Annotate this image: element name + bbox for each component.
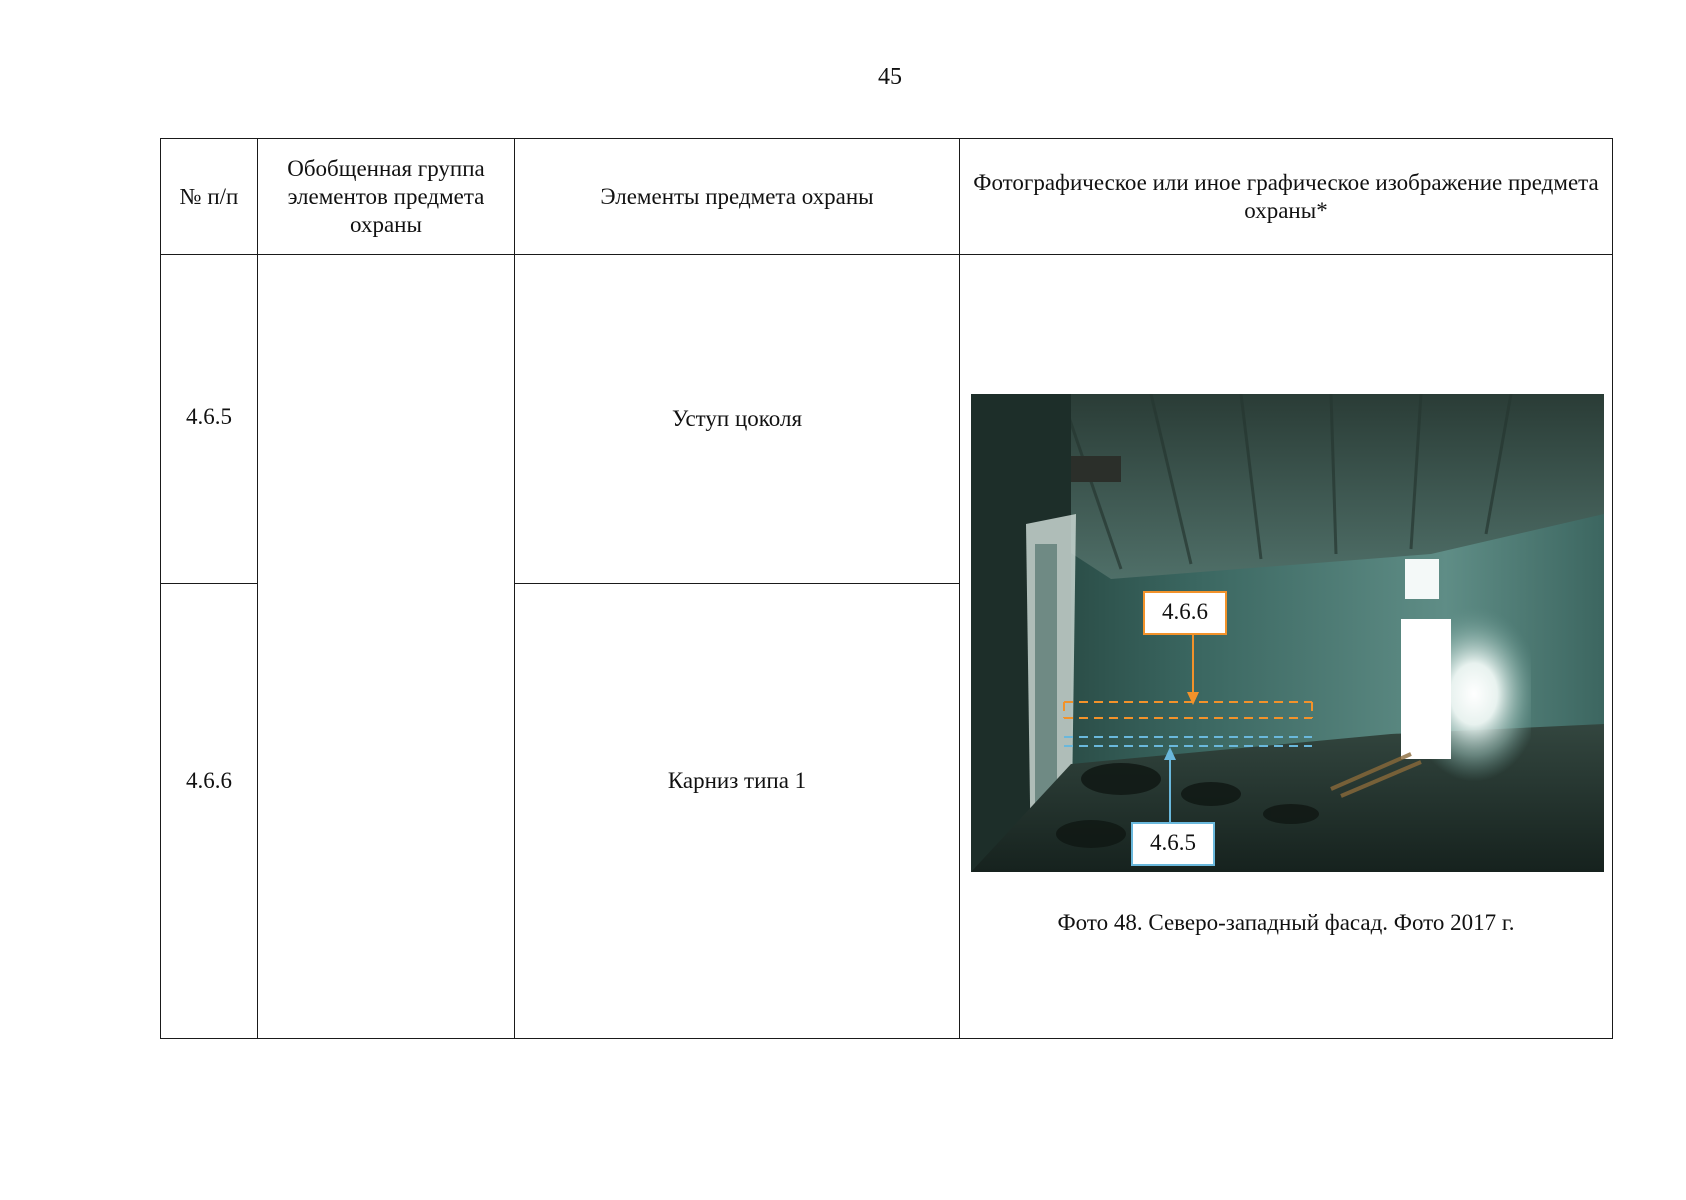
row-element: Карниз типа 1	[515, 584, 960, 1039]
row-element: Уступ цоколя	[515, 255, 960, 584]
callout-4-6-5: 4.6.5	[1131, 822, 1215, 866]
row-group	[258, 255, 515, 1039]
header-image: Фотографическое или иное графическое изображение предмета охраны*	[960, 139, 1613, 255]
row-number: 4.6.5	[161, 255, 258, 584]
photo-caption: Фото 48. Северо-западный фасад. Фото 2017 г.	[1057, 910, 1515, 935]
facade-photo	[971, 394, 1604, 872]
protection-table	[160, 138, 1613, 1039]
header-elements: Элементы предмета охраны	[515, 139, 960, 255]
interior-photo-image	[971, 394, 1604, 872]
header-group: Обобщенная группа элементов предмета охраны	[258, 139, 515, 255]
row-number: 4.6.6	[161, 584, 258, 1039]
photo-cell	[960, 255, 1613, 1039]
table-row	[161, 255, 1613, 584]
header-number: № п/п	[161, 139, 258, 255]
page-number: 45	[878, 64, 902, 90]
table-header-row	[161, 139, 1613, 255]
callout-4-6-6: 4.6.6	[1143, 591, 1227, 635]
